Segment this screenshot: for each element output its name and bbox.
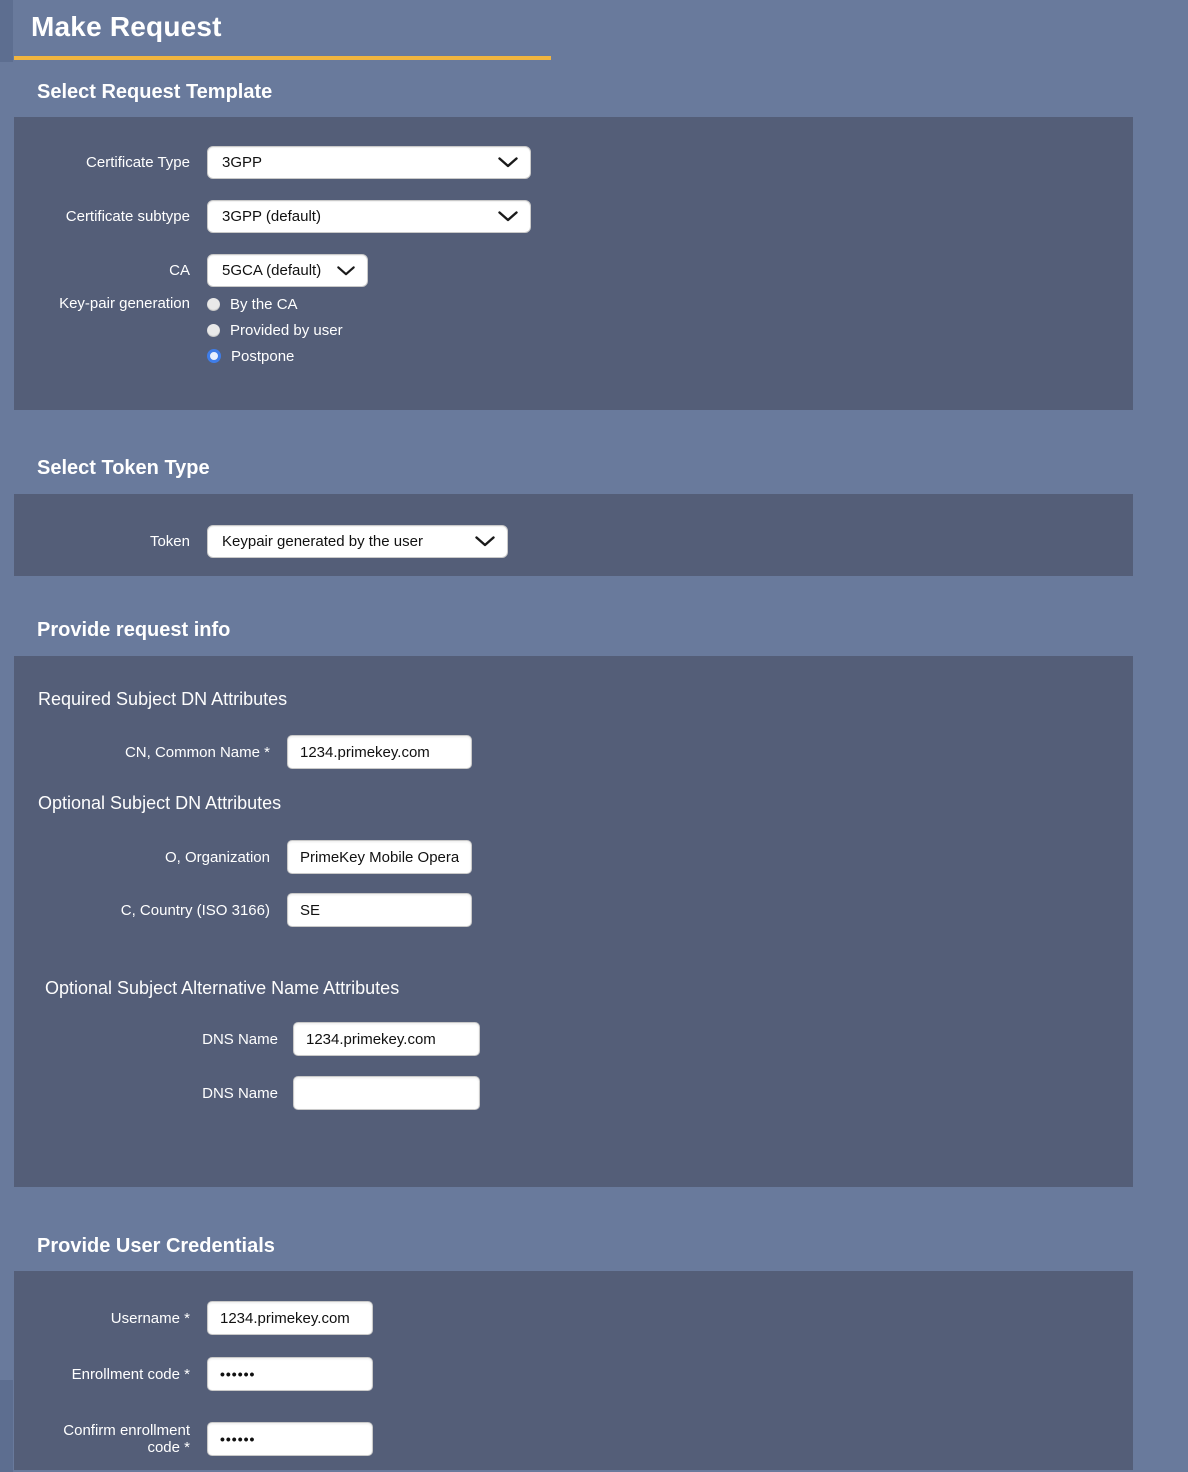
token-selected-value: Keypair generated by the user [222, 533, 423, 550]
certificate-subtype-label: Certificate subtype [65, 208, 190, 225]
section-heading-provide-request-info: Provide request info [37, 619, 231, 641]
dns-name-input-2[interactable] [293, 1076, 480, 1110]
confirm-enrollment-code-input[interactable] [207, 1422, 373, 1456]
chevron-down-icon [498, 211, 518, 222]
chevron-down-icon [337, 266, 355, 276]
keypair-generation-label: Key-pair generation [59, 295, 190, 312]
form-row-country [14, 893, 1133, 927]
radio-unselected-icon[interactable] [207, 324, 220, 337]
panel-provide-request-info [14, 656, 1133, 1187]
form-row-certificate-subtype [14, 200, 1133, 233]
common-name-label: CN, Common Name * [124, 743, 270, 761]
form-row-dns-name-1 [14, 1022, 1133, 1056]
token-label: Token [149, 533, 190, 550]
subheading-required-subject-dn: Required Subject DN Attributes [38, 689, 288, 709]
country-label: C, Country (ISO 3166) [120, 901, 270, 919]
chevron-down-icon [475, 536, 495, 547]
form-row-dns-name-2 [14, 1076, 1133, 1110]
left-edge-strip-top [0, 0, 13, 62]
username-label: Username * [110, 1309, 190, 1327]
radio-unselected-icon[interactable] [207, 298, 220, 311]
form-row-token [14, 525, 1133, 558]
subheading-optional-san: Optional Subject Alternative Name Attributes [45, 978, 400, 998]
enrollment-code-input[interactable] [207, 1357, 373, 1391]
radio-option-postpone[interactable] [207, 343, 343, 369]
radio-option-label: Provided by user [230, 321, 343, 339]
country-input[interactable] [287, 893, 472, 927]
form-row-common-name [14, 735, 1133, 769]
form-row-username [14, 1301, 1133, 1335]
organization-label: O, Organization [164, 848, 270, 866]
form-row-keypair-generation [14, 291, 1133, 369]
page-title: Make Request [31, 11, 222, 42]
section-heading-select-token-type: Select Token Type [37, 457, 210, 479]
enrollment-code-label: Enrollment code * [71, 1365, 190, 1383]
certificate-type-selected-value: 3GPP [222, 154, 263, 171]
dns-name-input-1[interactable] [293, 1022, 480, 1056]
form-row-ca [14, 254, 1133, 287]
common-name-input[interactable] [287, 735, 472, 769]
chevron-down-icon [498, 157, 518, 168]
panel-select-token-type [14, 494, 1133, 576]
form-row-certificate-type [14, 146, 1133, 179]
section-heading-provide-user-credentials: Provide User Credentials [37, 1235, 275, 1257]
username-input[interactable] [207, 1301, 373, 1335]
token-select[interactable] [207, 525, 508, 558]
radio-option-by-the-ca[interactable] [207, 291, 343, 317]
keypair-generation-radio-group [207, 291, 343, 369]
ca-label: CA [169, 262, 190, 279]
organization-input[interactable] [287, 840, 472, 874]
form-row-confirm-enrollment-code [14, 1422, 1133, 1456]
radio-option-label: Postpone [231, 347, 295, 365]
panel-select-request-template [14, 117, 1133, 410]
dns-name-label: DNS Name [202, 1030, 278, 1048]
radio-option-label: By the CA [230, 295, 298, 313]
certificate-subtype-select[interactable] [207, 200, 531, 233]
title-underline-rule [14, 56, 551, 60]
form-row-organization [14, 840, 1133, 874]
certificate-subtype-selected-value: 3GPP (default) [222, 208, 321, 225]
radio-selected-icon[interactable] [207, 349, 221, 363]
ca-selected-value: 5GCA (default) [222, 262, 322, 279]
left-edge-strip-bottom [0, 1380, 13, 1472]
radio-option-provided-by-user[interactable] [207, 317, 343, 343]
dns-name-label: DNS Name [202, 1084, 278, 1102]
ca-select[interactable] [207, 254, 368, 287]
form-row-enrollment-code [14, 1357, 1133, 1391]
subheading-optional-subject-dn: Optional Subject DN Attributes [38, 793, 282, 813]
confirm-enrollment-code-label: Confirm enrollment code * [63, 1422, 190, 1456]
certificate-type-select[interactable] [207, 146, 531, 179]
certificate-type-label: Certificate Type [86, 154, 190, 171]
section-heading-select-request-template: Select Request Template [37, 81, 273, 103]
panel-provide-user-credentials [14, 1271, 1133, 1470]
